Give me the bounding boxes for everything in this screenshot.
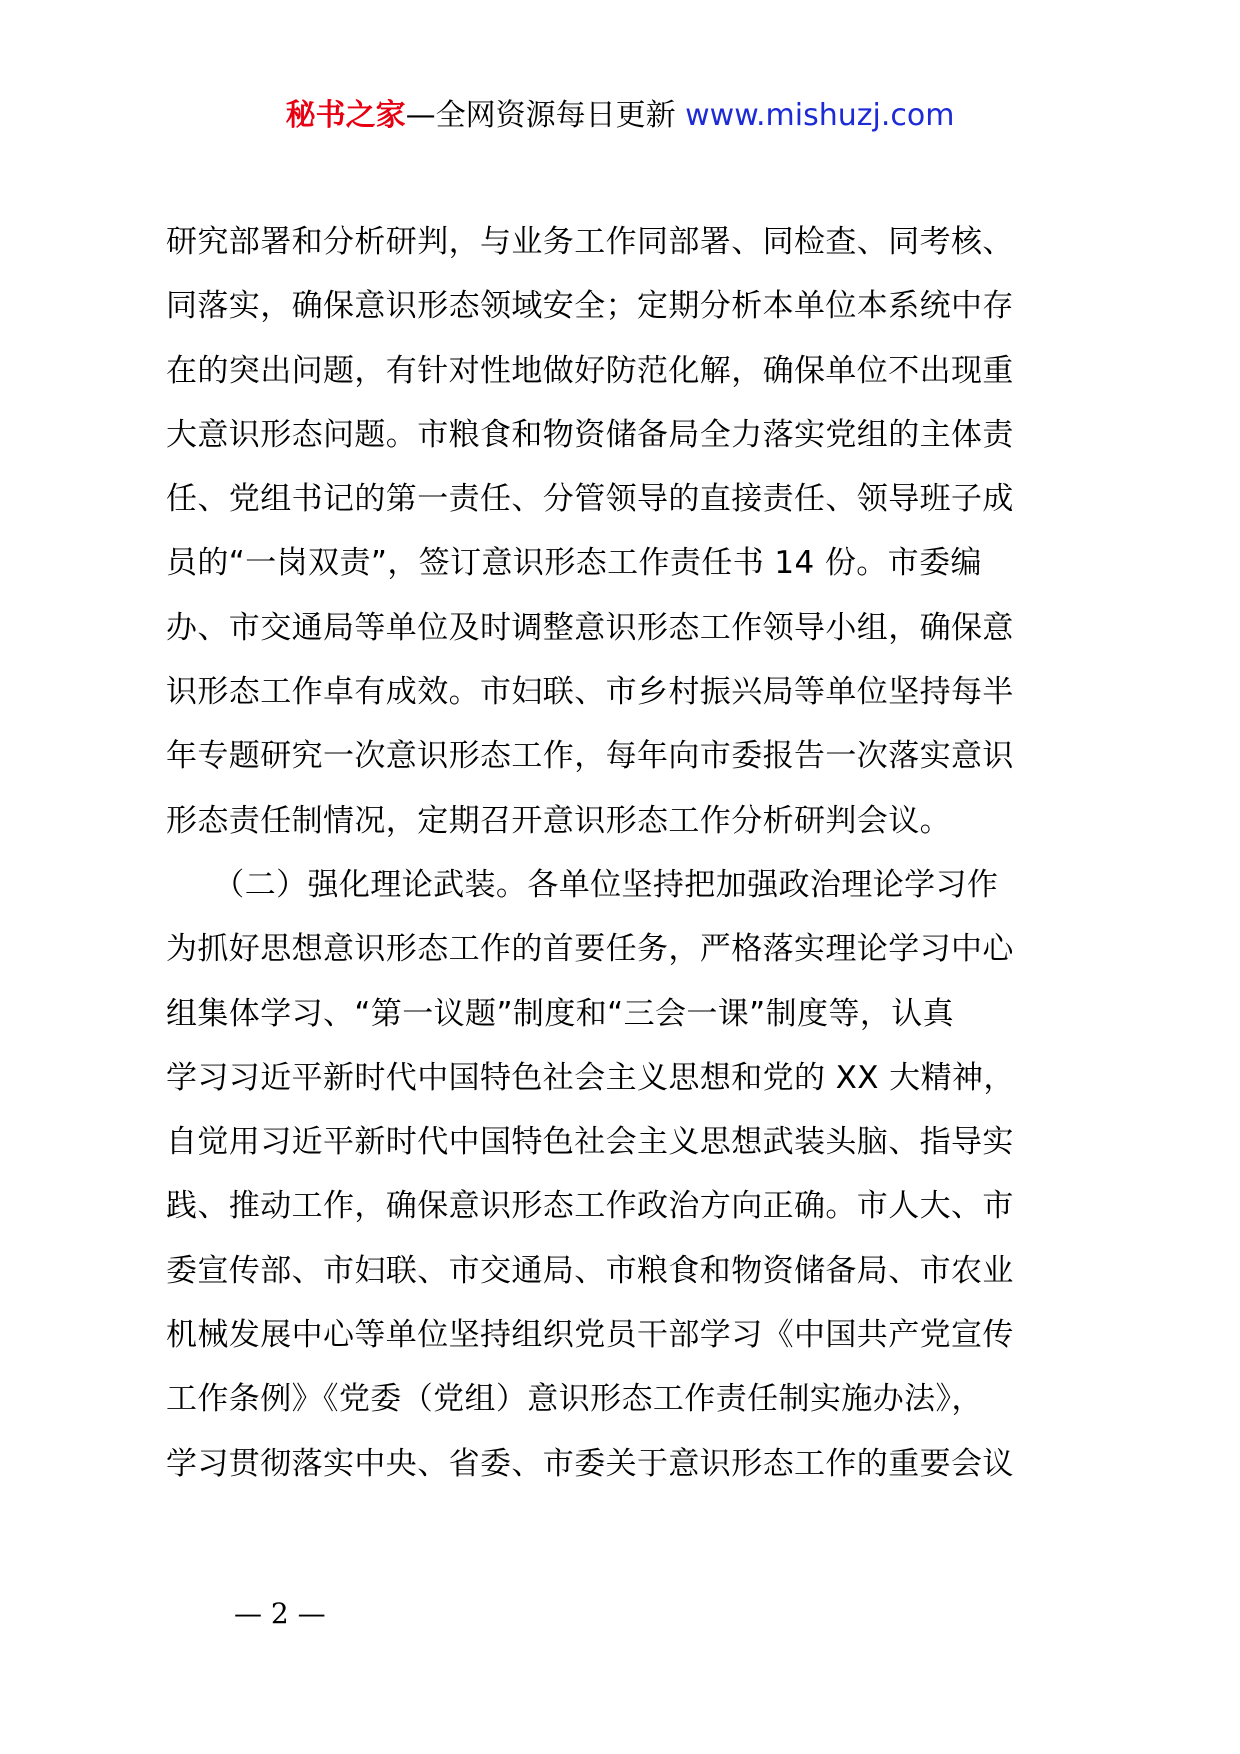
document-body: [166, 210, 1076, 1496]
body-line: 大意识形态问题。市粮食和物资储备局全力落实党组的主体责: [166, 416, 1014, 453]
brand-name: 秘书之家: [285, 98, 406, 133]
body-line: 形态责任制情况，定期召开意识形态工作分析研判会议。: [166, 802, 951, 839]
body-line: 自觉用习近平新时代中国特色社会主义思想武装头脑、指导实: [166, 1124, 1014, 1161]
body-line: 研究部署和分析研判，与业务工作同部署、同检查、同考核、: [166, 224, 1014, 260]
body-line: 员的“一岗双责”，签订意识形态工作责任书 14 份。市委编: [166, 545, 982, 582]
body-line: 组集体学习、“第一议题”制度和“三会一课”制度等，认真: [166, 995, 955, 1032]
body-line: 办、市交通局等单位及时调整意识形态工作领导小组，确保意: [166, 609, 1014, 646]
body-line: 任、党组书记的第一责任、分管领导的直接责任、领导班子成: [166, 481, 1014, 518]
body-line: 学习贯彻落实中央、省委、市委关于意识形态工作的重要会议: [166, 1445, 1014, 1482]
body-line: 为抓好思想意识形态工作的首要任务，严格落实理论学习中心: [166, 931, 1014, 968]
body-line: 委宣传部、市妇联、市交通局、市粮食和物资储备局、市农业: [166, 1252, 1014, 1289]
site-url-link[interactable]: www.mishuzj.com: [685, 98, 955, 133]
body-line: 学习习近平新时代中国特色社会主义思想和党的 XX 大精神，: [166, 1059, 1015, 1096]
body-line: 同落实，确保意识形态领域安全；定期分析本单位本系统中存: [166, 288, 1014, 325]
body-line: 工作条例》《党委（党组）意识形态工作责任制实施办法》，: [166, 1381, 983, 1418]
body-line: （二）强化理论武装。各单位坚持把加强政治理论学习作: [166, 866, 999, 903]
page-number: — 2 —: [234, 1597, 326, 1630]
body-line: 在的突出问题，有针对性地做好防范化解，确保单位不出现重: [166, 352, 1014, 389]
body-line: 年专题研究一次意识形态工作，每年向市委报告一次落实意识: [166, 738, 1014, 775]
body-line: 践、推动工作，确保意识形态工作政治方向正确。市人大、市: [166, 1188, 1014, 1225]
body-line: 机械发展中心等单位坚持组织党员干部学习《中国共产党宣传: [166, 1317, 1014, 1354]
header-slogan: —全网资源每日更新: [405, 98, 686, 133]
site-header: [0, 96, 1240, 136]
body-line: 识形态工作卓有成效。市妇联、市乡村振兴局等单位坚持每半: [166, 674, 1014, 711]
